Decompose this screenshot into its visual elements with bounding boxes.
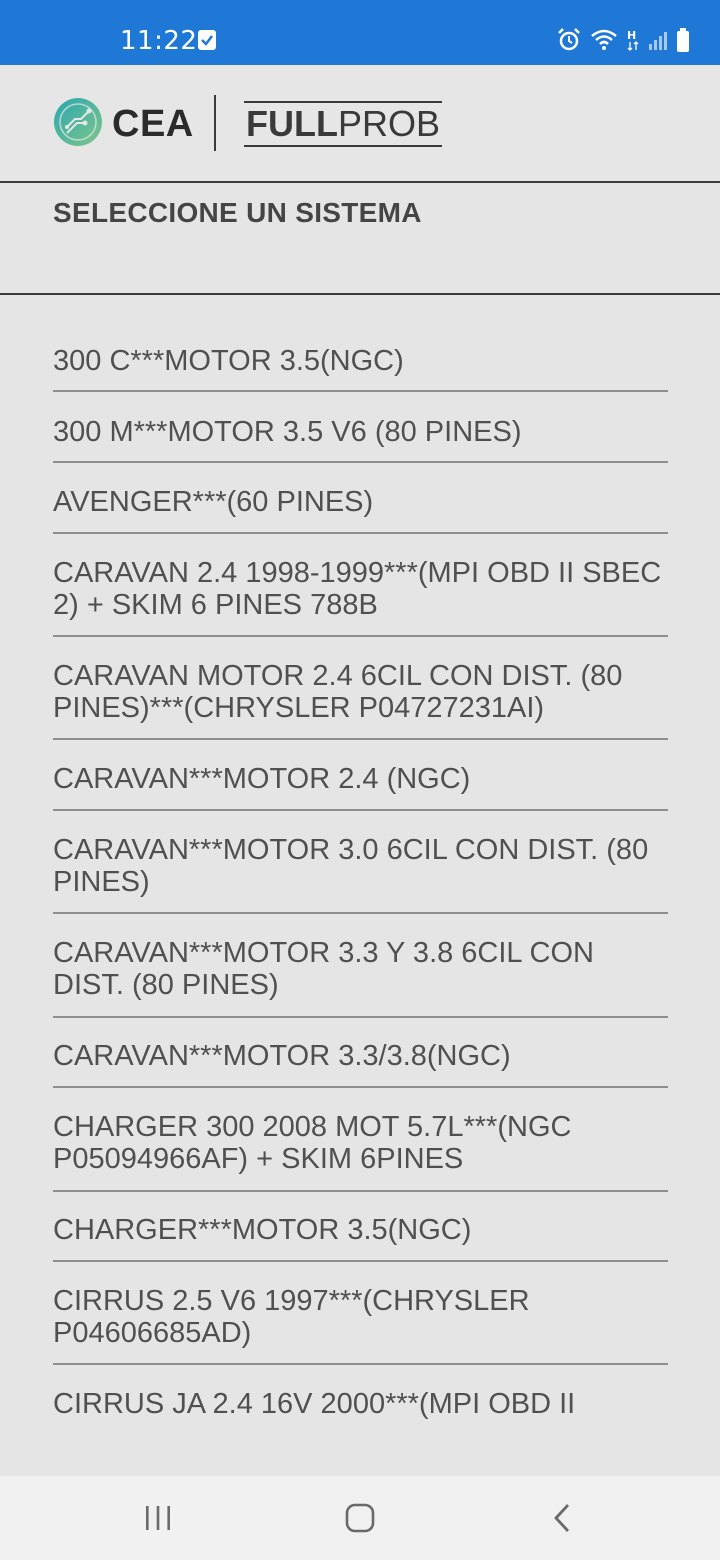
list-item[interactable]: CARAVAN***MOTOR 3.3 Y 3.8 6CIL CON DIST. (80 PINES) (53, 937, 668, 1018)
list-item[interactable]: CARAVAN 2.4 1998-1999***(MPI OBD II SBEC 2) + SKIM 6 PINES 788B (53, 557, 668, 637)
status-time: 11:22 (120, 26, 198, 56)
battery-icon (676, 28, 690, 52)
back-icon[interactable] (502, 1476, 622, 1560)
cea-logo-icon (53, 97, 103, 147)
list-item[interactable]: AVENGER***(60 PINES) (53, 486, 668, 534)
recent-apps-icon[interactable] (98, 1476, 218, 1560)
wifi-icon (590, 28, 618, 52)
alarm-icon (556, 27, 582, 53)
cea-logo-text: CEA (112, 103, 194, 145)
list-item[interactable]: CARAVAN***MOTOR 2.4 (NGC) (53, 763, 668, 811)
svg-text:H: H (627, 29, 637, 42)
page-title: SELECCIONE UN SISTEMA (53, 197, 422, 228)
app-header (0, 65, 720, 182)
list-item[interactable]: CARAVAN***MOTOR 3.3/3.8(NGC) (53, 1040, 668, 1088)
list-item[interactable]: CIRRUS JA 2.4 16V 2000***(MPI OBD II (53, 1388, 576, 1420)
list-item[interactable]: 300 M***MOTOR 3.5 V6 (80 PINES) (53, 416, 668, 463)
list-item[interactable]: 300 C***MOTOR 3.5(NGC) (53, 345, 668, 392)
header-divider (0, 181, 720, 183)
h-signal-icon (626, 28, 640, 52)
list-item[interactable]: CARAVAN***MOTOR 3.0 6CIL CON DIST. (80 PINES) (53, 834, 668, 914)
checklist-icon (198, 30, 216, 50)
navigation-bar (0, 1476, 720, 1560)
fullprob-logo-bold: FULL (246, 103, 338, 144)
list-item[interactable]: CHARGER 300 2008 MOT 5.7L***(NGC P05094966AF) + SKIM 6PINES (53, 1111, 668, 1192)
home-icon[interactable] (300, 1476, 420, 1560)
list-item[interactable]: CIRRUS 2.5 V6 1997***(CHRYSLER P04606685AD) (53, 1285, 668, 1365)
logo-separator (214, 95, 216, 151)
cell-signal-icon (648, 30, 668, 50)
fullprob-logo-light: PROB (337, 103, 440, 144)
title-divider (0, 293, 720, 295)
system-list[interactable] (53, 296, 668, 1476)
fullprob-logo (244, 101, 442, 147)
list-item[interactable]: CARAVAN MOTOR 2.4 6CIL CON DIST. (80 PINES)***(CHRYSLER P04727231AI) (53, 660, 668, 740)
status-bar (0, 0, 720, 65)
list-item[interactable]: CHARGER***MOTOR 3.5(NGC) (53, 1214, 668, 1262)
